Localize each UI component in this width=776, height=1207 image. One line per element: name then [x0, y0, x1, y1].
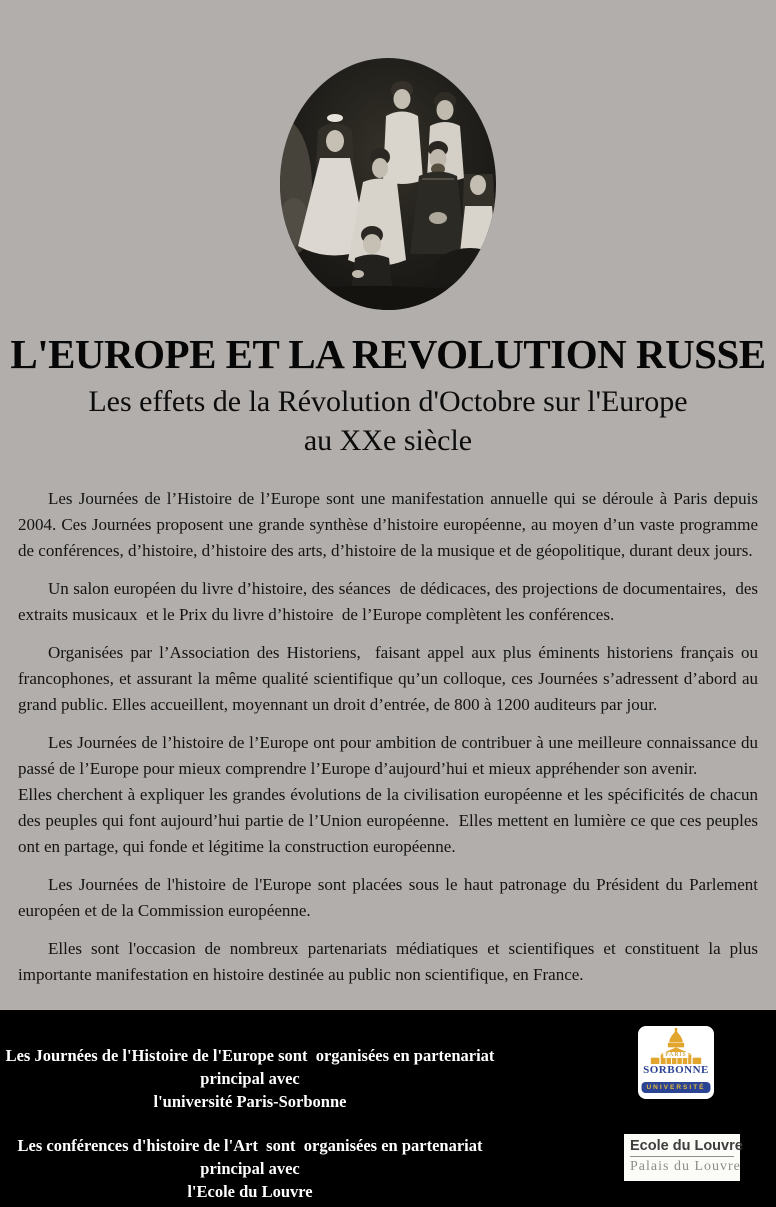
subtitle-line-2: au XXe siècle: [303, 424, 473, 457]
body-paragraph: Les Journées de l’histoire de l’Europe ont pour ambition de contribuer à une meilleure connaissance du passé de l’Europe pour mieux comprendre l’Europe d’aujourd’hui et mieux appréhender son avenir.: [18, 733, 758, 778]
body-paragraph: Elles cherchent à expliquer les grandes évolutions de la civilisation européenne et les spécificités de chacun des peuples qui font aujourd’hui partie de l’Union européenne. Elles mettent en lumière ce que ces peuples ont en partage, qui fonde et légitime la construction européenne.: [18, 785, 758, 856]
sorbonne-building-icon: [649, 1028, 703, 1064]
partner-text-sorbonne: [4, 1044, 496, 1113]
body-paragraph: Un salon européen du livre d’histoire, des séances de dédicaces, des projections de documentaires, des extraits musicaux et le Prix du livre d’histoire de l’Europe complètent les conférences.: [18, 579, 758, 624]
partner-louvre-line-2: l'Ecole du Louvre: [187, 1182, 313, 1201]
partner-sorbonne-line-1: Les Journées de l'Histoire de l'Europe sont organisées en partenariat principal avec: [5, 1046, 495, 1088]
louvre-logo-line-2: Palais du Louvre: [630, 1159, 741, 1174]
sorbonne-logo-name-label: SORBONNE: [643, 1064, 709, 1076]
page-subtitle: [0, 382, 776, 460]
partner-louvre-line-1: Les conférences d'histoire de l'Art sont organisées en partenariat principal avec: [17, 1136, 483, 1178]
partner-sorbonne-line-2: l'université Paris-Sorbonne: [153, 1092, 347, 1111]
paris-sorbonne-university-logo: [638, 1026, 714, 1099]
body-paragraph: Organisées par l’Association des Historiens, faisant appel aux plus éminents historiens français ou francophones, et assurant la même qualité scientifique qu’un colloque, ces Journées s’adressent d’abord au grand public. Elles accueillent, moyennant un droit d’entrée, de 800 à 1200 auditeurs par jour.: [18, 643, 758, 714]
romanov-family-photo: [280, 58, 496, 310]
family-portrait-image: [280, 58, 496, 310]
body-paragraph: Les Journées de l'histoire de l'Europe sont placées sous le haut patronage du Président du Parlement européen et de la Commission européenne.: [18, 875, 758, 920]
partner-text-louvre: [4, 1134, 496, 1203]
sorbonne-logo-city-label: PARIS: [665, 1052, 687, 1058]
body-paragraph: Elles sont l'occasion de nombreux partenariats médiatiques et scientifiques et constituent la plus importante manifestation en histoire destinée au public non scientifique, en France.: [18, 939, 758, 984]
subtitle-line-1: Les effets de la Révolution d'Octobre sur l'Europe: [88, 385, 688, 418]
footer: [0, 1010, 776, 1207]
sorbonne-logo-universite-banner: UNIVERSITÉ: [641, 1082, 710, 1093]
ecole-du-louvre-logo: [624, 1134, 743, 1181]
louvre-logo-line-1: Ecole du Louvre: [630, 1138, 734, 1157]
page-title: L'EUROPE ET LA REVOLUTION RUSSE: [10, 331, 766, 377]
body-paragraph: Les Journées de l’Histoire de l’Europe sont une manifestation annuelle qui se déroule à Paris depuis 2004. Ces Journées proposent une grande synthèse d’histoire européenne, au moyen d’un vaste programme de conférences, d’histoire, d’histoire des arts, d’histoire de la musique et de géopolitique, durant deux jours.: [18, 489, 758, 560]
body-text: [18, 486, 758, 988]
